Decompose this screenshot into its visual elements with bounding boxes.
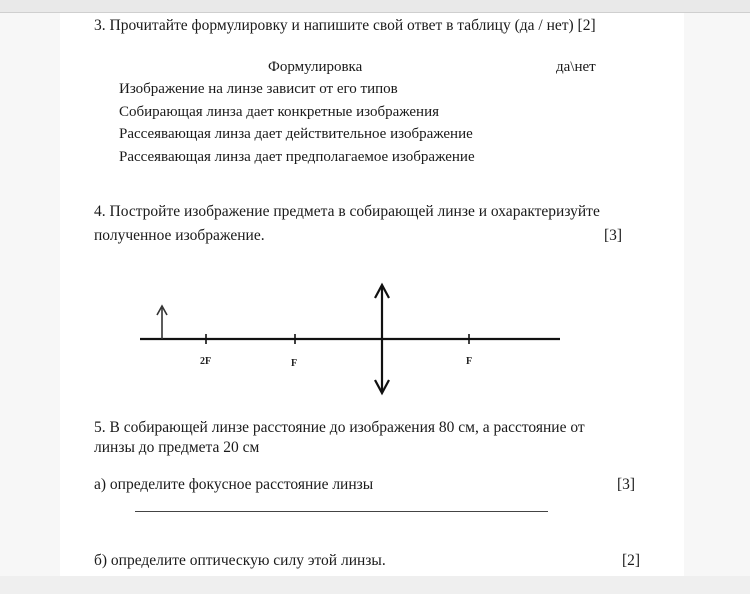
q3-title: 3. Прочитайте формулировку и напишите свой ответ в таблицу (да / нет) [2] xyxy=(94,17,596,34)
q3-col-formulation: Формулировка xyxy=(268,59,363,75)
q4-line-1: 4. Постройте изображение предмета в собирающей линзе и охарактеризуйте xyxy=(94,203,600,220)
page-margin-right xyxy=(684,13,750,594)
q4-line-2: полученное изображение. xyxy=(94,227,265,244)
q3-col-answer: да\нет xyxy=(556,59,596,75)
lens-diagram xyxy=(130,278,570,398)
q5a-text: а) определите фокусное расстояние линзы xyxy=(94,476,374,493)
q5-line-1: 5. В собирающей линзе расстояние до изображения 80 см, а расстояние от xyxy=(94,419,585,436)
q5a-points: [3] xyxy=(617,476,636,493)
q3-row-1: Изображение на линзе зависит от его типов xyxy=(119,81,398,97)
q5b-points: [2] xyxy=(622,552,641,569)
window-top-bar xyxy=(0,0,750,12)
label-f-right: F xyxy=(466,356,473,367)
object-arrow xyxy=(157,306,167,339)
page-margin-bottom xyxy=(0,576,750,594)
q3-row-2: Собирающая линза дает конкретные изображения xyxy=(119,104,440,120)
q3-row-4: Рассеявающая линза дает предполагаемое изображение xyxy=(119,149,475,165)
label-2f: 2F xyxy=(200,356,212,367)
q3-row-3: Рассеявающая линза дает действительное изображение xyxy=(119,126,473,142)
q5-line-2: линзы до предмета 20 см xyxy=(94,439,260,456)
q4-points: [3] xyxy=(604,227,623,244)
answer-line xyxy=(135,511,548,512)
page-margin-left xyxy=(0,13,60,594)
q5b-text: б) определите оптическую силу этой линзы. xyxy=(94,552,386,569)
label-f-left: F xyxy=(291,358,298,369)
